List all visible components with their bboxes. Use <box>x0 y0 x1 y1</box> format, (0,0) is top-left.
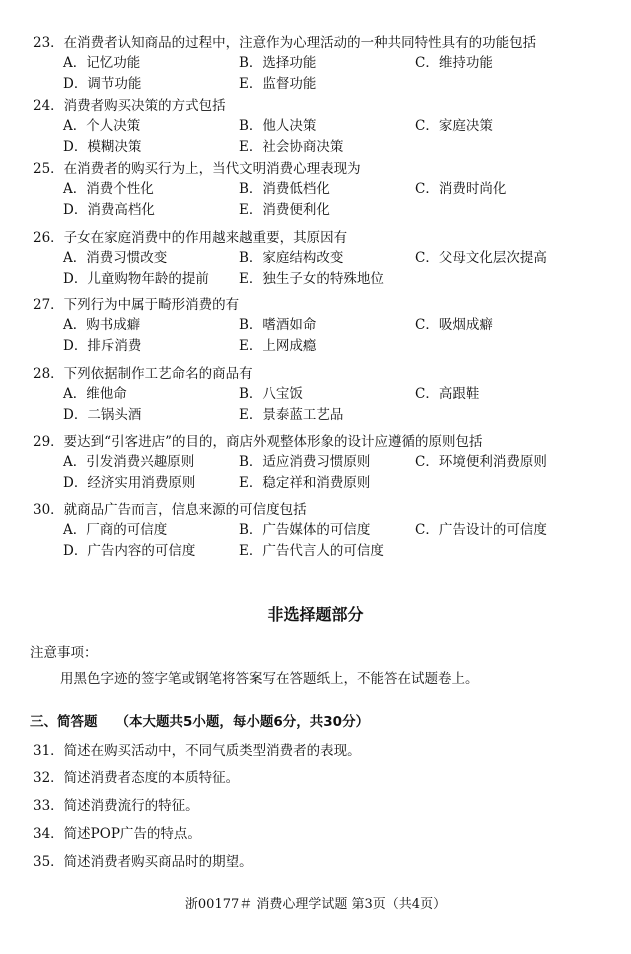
question-stem: 23．在消费者认知商品的过程中，注意作为心理活动的一种共同特性具有的功能包括 <box>33 35 537 51</box>
option-e: E．监督功能 <box>239 76 317 92</box>
option-d: D．消费高档化 <box>63 202 155 218</box>
option-c: C．环境便利消费原则 <box>415 454 547 470</box>
option-b: B．消费低档化 <box>239 181 330 197</box>
option-a: A．维他命 <box>63 386 127 402</box>
short-question-32: 32．简述消费者态度的本质特征。 <box>33 770 240 786</box>
option-b: B．家庭结构改变 <box>239 250 344 266</box>
option-b: B．嗜酒如命 <box>239 317 317 333</box>
option-d: D．排斥消费 <box>63 338 142 354</box>
notice-heading: 注意事项： <box>30 645 98 661</box>
section-title: 非选择题部分 <box>267 605 364 624</box>
option-c: C．高跟鞋 <box>415 386 480 402</box>
option-e: E．独生子女的特殊地位 <box>239 271 384 287</box>
notice-text: 用黑色字迹的签字笔或钢笔将答案写在答题纸上，不能答在试题卷上。 <box>60 671 479 687</box>
option-e: E．广告代言人的可信度 <box>239 543 384 559</box>
option-d: D．广告内容的可信度 <box>63 543 196 559</box>
option-b: B．选择功能 <box>239 55 317 71</box>
question-29 <box>33 432 613 494</box>
question-stem: 25．在消费者的购买行为上，当代文明消费心理表现为 <box>33 161 361 177</box>
option-d: D．经济实用消费原则 <box>63 475 196 491</box>
option-d: D．模糊决策 <box>63 139 142 155</box>
question-25 <box>33 159 613 221</box>
short-question-35: 35．简述消费者购买商品时的期望。 <box>33 854 253 870</box>
option-a: A．购书成癖 <box>63 317 141 333</box>
question-stem: 28．下列依据制作工艺命名的商品有 <box>33 366 253 382</box>
option-a: A．引发消费兴趣原则 <box>63 454 195 470</box>
option-e: E．上网成瘾 <box>239 338 317 354</box>
option-a: A．个人决策 <box>63 118 141 134</box>
part-heading-label: 三、简答题 <box>30 714 98 730</box>
option-a: A．消费习惯改变 <box>63 250 168 266</box>
option-a: A．记忆功能 <box>63 55 141 71</box>
short-question-31: 31．简述在购买活动中，不同气质类型消费者的表现。 <box>33 743 361 759</box>
option-b: B．他人决策 <box>239 118 317 134</box>
option-e: E．社会协商决策 <box>239 139 344 155</box>
question-27 <box>33 295 613 357</box>
question-stem: 27．下列行为中属于畸形消费的有 <box>33 297 240 313</box>
option-e: E．稳定祥和消费原则 <box>239 475 371 491</box>
option-c: C．父母文化层次提高 <box>415 250 547 266</box>
question-stem: 30．就商品广告而言，信息来源的可信度包括 <box>33 502 307 518</box>
option-c: C．消费时尚化 <box>415 181 507 197</box>
short-question-33: 33．简述消费流行的特征。 <box>33 798 199 814</box>
question-stem: 24．消费者购买决策的方式包括 <box>33 98 226 114</box>
question-23 <box>33 33 613 95</box>
option-c: C．维持功能 <box>415 55 493 71</box>
option-e: E．景泰蓝工艺品 <box>239 407 344 423</box>
option-c: C．广告设计的可信度 <box>415 522 547 538</box>
option-b: B．广告媒体的可信度 <box>239 522 371 538</box>
question-26 <box>33 228 613 290</box>
option-b: B．适应消费习惯原则 <box>239 454 371 470</box>
part-heading <box>30 710 369 730</box>
option-a: A．消费个性化 <box>63 181 154 197</box>
question-stem: 26．子女在家庭消费中的作用越来越重要，其原因有 <box>33 230 348 246</box>
short-question-34: 34．简述POP广告的特点。 <box>33 826 201 842</box>
question-30 <box>33 500 613 562</box>
part-heading-note: （本大题共5小题，每小题6分，共30分） <box>115 714 370 730</box>
option-e: E．消费便利化 <box>239 202 330 218</box>
question-stem: 29．要达到“引客进店”的目的，商店外观整体形象的设计应遵循的原则包括 <box>33 434 483 450</box>
question-24 <box>33 96 613 158</box>
page-footer: 浙00177＃ 消费心理学试题 第3页（共4页） <box>184 897 447 912</box>
option-d: D．二锅头酒 <box>63 407 142 423</box>
option-c: C．吸烟成癖 <box>415 317 493 333</box>
option-d: D．调节功能 <box>63 76 142 92</box>
option-d: D．儿童购物年龄的提前 <box>63 271 209 287</box>
option-c: C．家庭决策 <box>415 118 493 134</box>
option-a: A．厂商的可信度 <box>63 522 168 538</box>
option-b: B．八宝饭 <box>239 386 303 402</box>
question-28 <box>33 364 613 426</box>
